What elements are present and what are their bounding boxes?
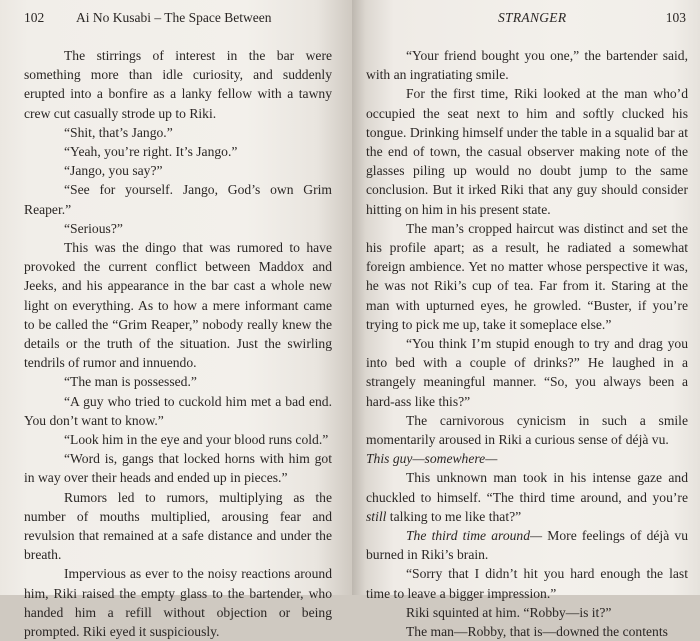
paragraph: This was the dingo that was rumored to have provoked the current conflict between Maddox and Jeeks, and his appearance in the bar cast a whole new light on everything. As to how a mere informant came to be called the “Grim Reaper,” nobody really knew the details or the truth of the situation. Just the swirling tendrils of rumor and innuendo. bbox=[24, 240, 332, 371]
paragraph: “Yeah, you’re right. It’s Jango.” bbox=[64, 144, 238, 160]
left-page-header bbox=[24, 8, 332, 32]
paragraph: Riki squinted at him. “Robby—is it?” bbox=[406, 604, 612, 620]
paragraph: Rumors led to rumors, multiplying as the number of mouths multiplied, arousing fear and revulsion that remained at a safe distance and under the breath. bbox=[24, 489, 332, 563]
paragraph: “Your friend bought you one,” the bartender said, with an ingratiating smile. bbox=[366, 48, 688, 83]
right-page-number: 103 bbox=[665, 10, 686, 25]
paragraph: “Sorry that I didn’t hit you hard enough the last time to leave a bigger impression.” bbox=[366, 566, 688, 601]
italic-text: This guy—somewhere— bbox=[366, 451, 498, 467]
paragraph: “Serious?” bbox=[64, 220, 123, 236]
left-running-head: Ai No Kusabi – The Space Between bbox=[76, 10, 272, 25]
italic-text: still bbox=[366, 508, 387, 524]
paragraph: “Word is, gangs that locked horns with him got in way over their heads and ended up in pieces.” bbox=[24, 451, 332, 486]
left-page-body bbox=[24, 46, 332, 641]
text-run: More feelings of déjà vu burned in Riki’s brain. bbox=[366, 528, 689, 563]
paragraph: For the first time, Riki looked at the man who’d occupied the seat next to him and softly clucked his tongue. Drinking himself under the table in a squalid bar at the end of town, the casual observer making note of the glasses piling up would no doubt jump to the same conclusion. But it irked Riki that any guy should consider hitting on him in his present state. bbox=[366, 86, 688, 217]
paragraph: “See for yourself. Jango, God’s own Grim Reaper.” bbox=[24, 182, 332, 217]
paragraph: “The man is possessed.” bbox=[64, 374, 197, 390]
paragraph bbox=[366, 526, 688, 564]
right-running-head: STRANGER bbox=[498, 10, 567, 25]
paragraph: The carnivorous cynicism in such a smile momentarily aroused in Riki a curious sense of déjà vu. bbox=[366, 412, 688, 448]
paragraph bbox=[366, 449, 688, 468]
paragraph: “A guy who tried to cuckold him met a bad end. You don’t want to know.” bbox=[24, 393, 332, 428]
paragraph: “You think I’m stupid enough to try and drag you into bed with a couple of drinks?” He laughed in a strangely meaningful manner. “So, you always been a hard-ass like this?” bbox=[366, 336, 688, 409]
paragraph: The man—Robby, that is—downed the contents bbox=[406, 624, 668, 640]
paragraph bbox=[366, 468, 688, 526]
right-page-header bbox=[366, 8, 688, 32]
paragraph: The stirrings of interest in the bar were something more than idle curiosity, and suddenly erupted into a bonfire as a lanky fellow with a tawny crew cut casually strode up to Riki. bbox=[24, 48, 332, 121]
paragraph: Impervious as ever to the noisy reactions around him, Riki raised the empty glass to the bartender, who handed him a refill without objection or being prompted. Riki eyed it suspiciously. bbox=[24, 566, 332, 640]
left-page-number: 102 bbox=[24, 10, 45, 25]
right-page-body bbox=[366, 46, 688, 641]
paragraph: “Jango, you say?” bbox=[64, 163, 163, 179]
paragraph: “Shit, that’s Jango.” bbox=[64, 124, 173, 140]
text-run: talking to me like that?” bbox=[386, 508, 522, 524]
text-run: This unknown man took in his intense gaze and chuckled to himself. “The third time around, and you’re bbox=[366, 470, 688, 505]
paragraph: The man’s cropped haircut was distinct and set the his profile apart; as a result, he radiated a somewhat foreign ambience. Yet no matter whose perspective it was, he was not Riki’s cup of tea. Far from it. Staring at the man with upturned eyes, he growled. “Buster, if you’re trying to pick me up, take it someplace else.” bbox=[366, 220, 688, 332]
paragraph: “Look him in the eye and your blood runs cold.” bbox=[64, 432, 329, 448]
italic-text: The third time around— bbox=[406, 528, 543, 544]
right-page bbox=[352, 0, 700, 640]
